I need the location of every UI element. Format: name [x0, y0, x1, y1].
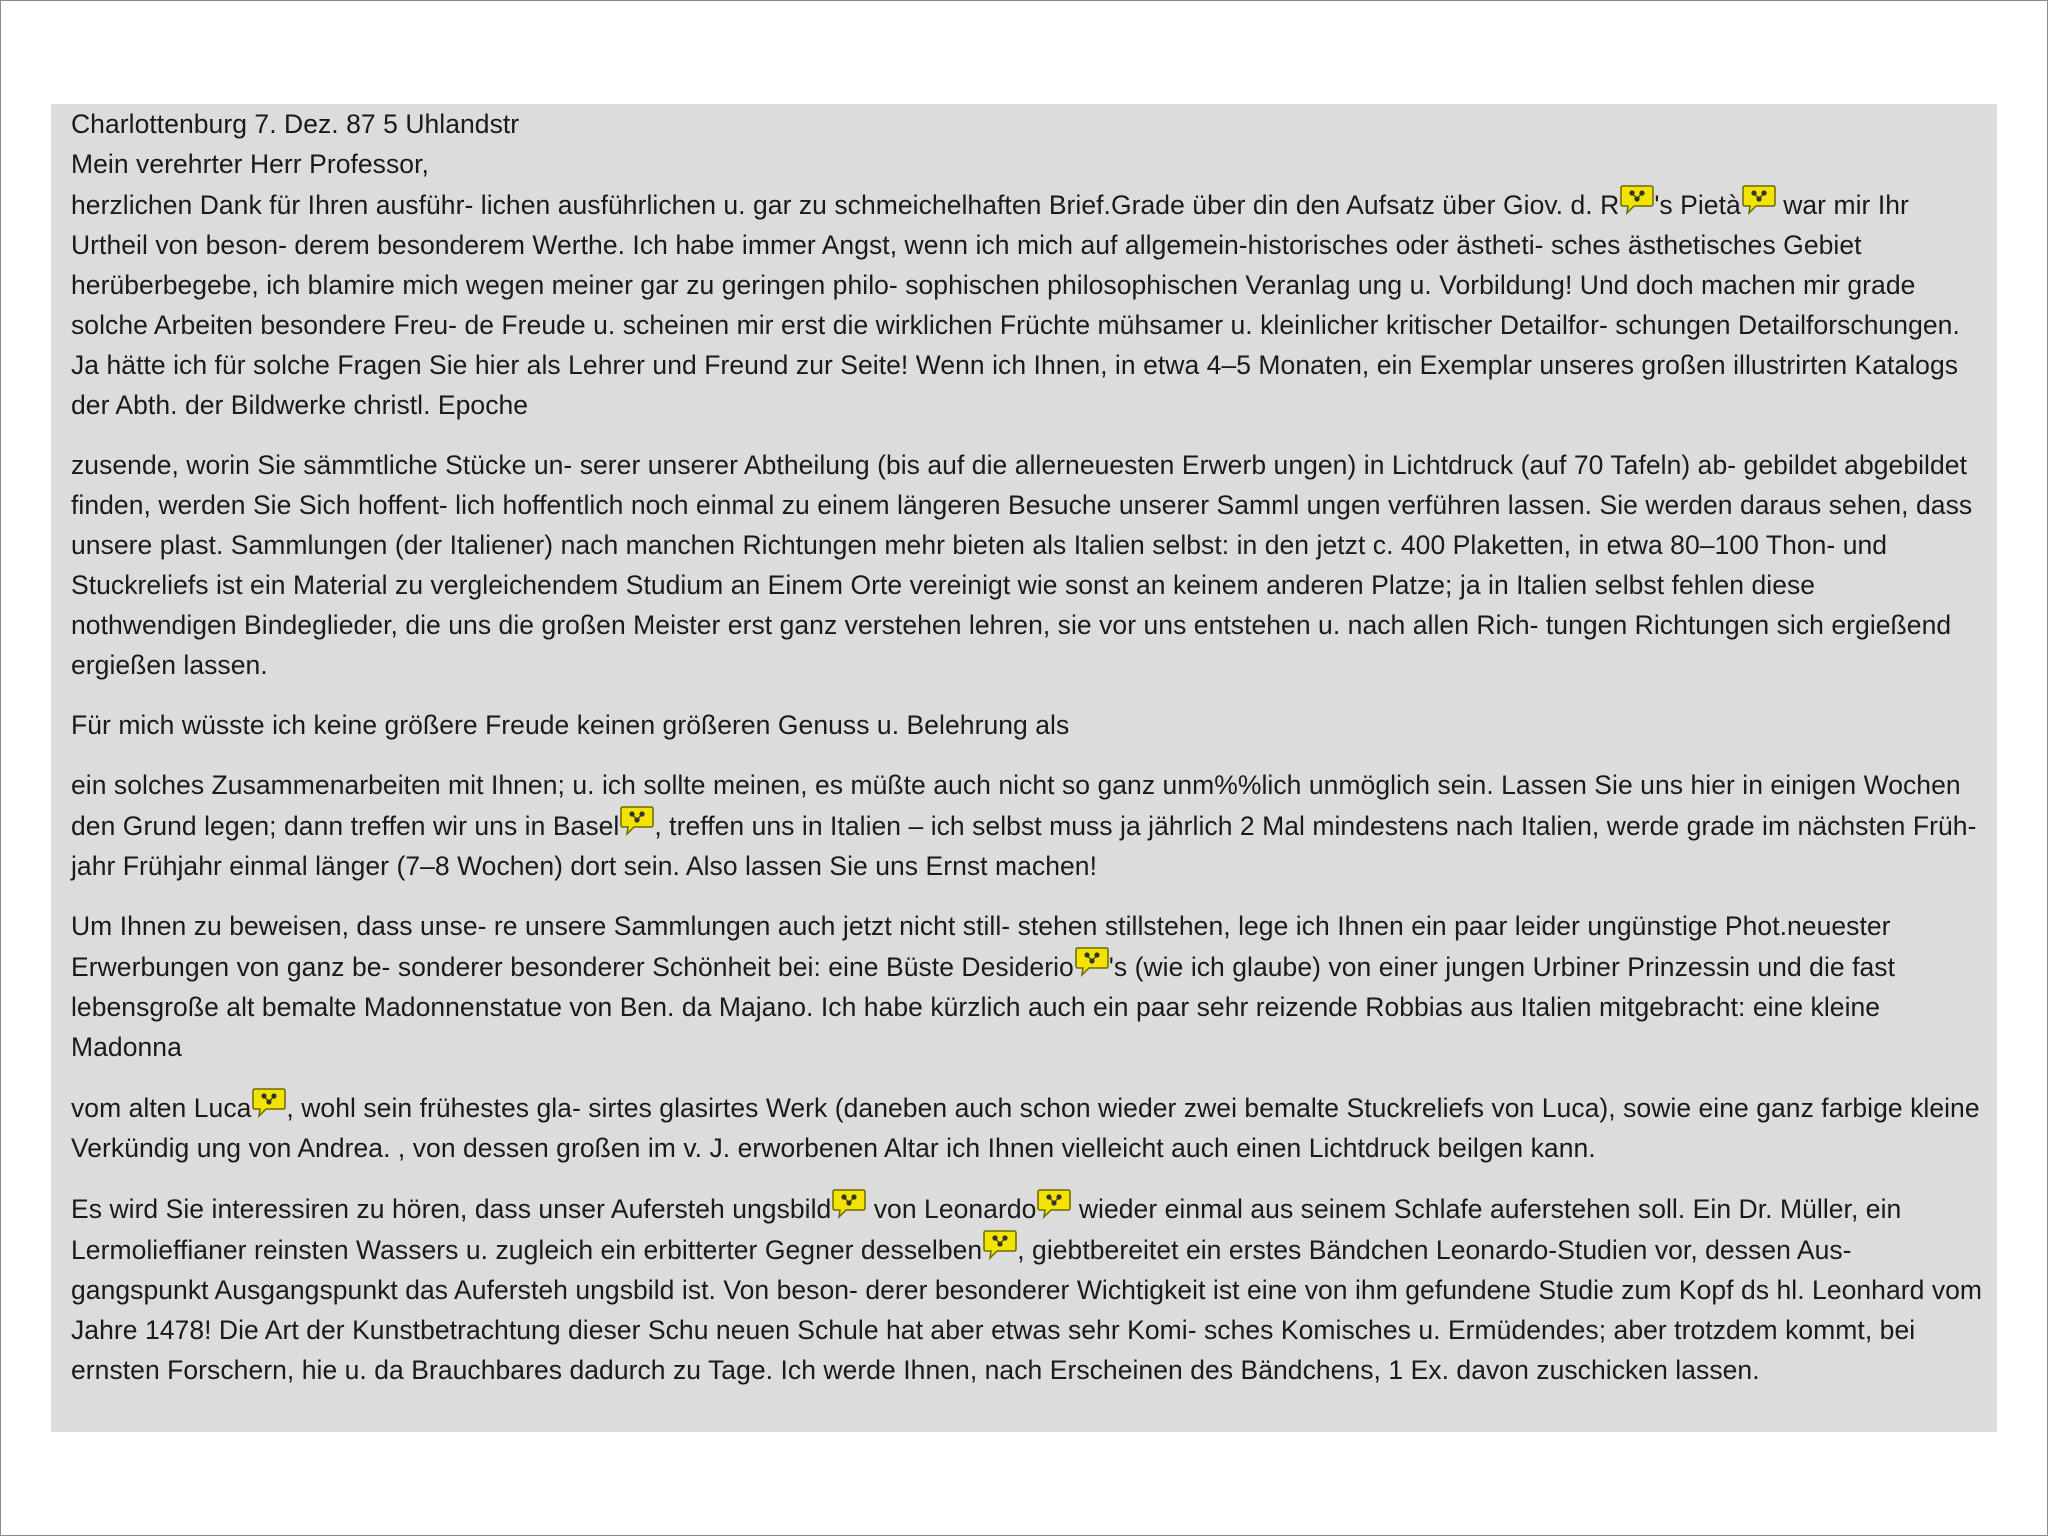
paragraph-7-text-a: Es wird Sie interessiren zu hören, dass unser Aufersteh ungsbild [71, 1194, 832, 1224]
paragraph-7 [71, 1188, 1983, 1390]
paragraph-6 [71, 1087, 1983, 1168]
annotation-note-icon[interactable] [620, 805, 654, 837]
paragraph-7-text-b: von Leonardo [866, 1194, 1037, 1224]
paragraph-1-text-c: war mir Ihr Urtheil von beson- derem besonderem Werthe. Ich habe immer Angst, wenn ich mich auf allgemein-historisches oder ästheti- sches ästhetisches Gebiet herüberbegebe, ich blamire mich wegen meiner gar zu geringen philo- sophischen philosophischen Veranlag ung u. Vorbildung! Und doch machen mir grade solche Arbeiten besondere Freu- de Freude u. scheinen mir erst die wirklichen Früchte mühsamer u. kleinlicher kritischer Detailfor- schungen Detailforschungen. Ja hätte ich für solche Fragen Sie hier als Lehrer und Freund zur Seite! Wenn ich Ihnen, in etwa 4–5 Monaten, ein Exemplar unseres großen illustrirten Katalogs der Abth. der Bildwerke christl. Epoche [71, 190, 1960, 420]
paragraph-4 [71, 765, 1983, 886]
letter-salutation: Mein verehrter Herr Professor, [71, 149, 429, 179]
letter-content [71, 104, 1983, 1390]
paragraph-5 [71, 906, 1983, 1067]
annotation-note-icon[interactable] [1075, 946, 1109, 978]
letter-panel [51, 104, 1997, 1432]
letter-header: Charlottenburg 7. Dez. 87 5 Uhlandstr [71, 109, 520, 139]
paragraph-6-text-b: , wohl sein frühestes gla- sirtes glasirtes Werk (daneben auch schon wieder zwei bemalte Stuckreliefs von Luca), sowie eine ganz farbige kleine Verkündig ung von Andrea. , von dessen großen im v. J. erworbenen Altar ich Ihnen vielleicht auch einen Lichtdruck beilgen kann. [71, 1093, 1980, 1163]
paragraph-5-text-b: 's (wie ich glaube) von einer jungen Urbiner Prinzessin und die fast lebensgroße alt bemalte Madonnenstatue von Ben. da Majano. Ich habe kürzlich auch ein paar sehr reizende Robbias aus Italien mitgebracht: eine kleine Madonna [71, 952, 1896, 1062]
paragraph-1-text-a: herzlichen Dank für Ihren ausführ- lichen ausführlichen u. gar zu schmeichelhaften Brief.Grade über din den Aufsatz über Giov. d. R [71, 190, 1620, 220]
annotation-note-icon[interactable] [1620, 184, 1654, 216]
paragraph-1-text-b: 's Pietà [1654, 190, 1741, 220]
annotation-note-icon[interactable] [983, 1229, 1017, 1261]
annotation-note-icon[interactable] [252, 1087, 286, 1119]
paragraph-1 [71, 184, 1983, 425]
paragraph-5-text-a: Um Ihnen zu beweisen, dass unse- re unsere Sammlungen auch jetzt nicht still- stehen stillstehen, lege ich Ihnen ein paar leider ungünstige Phot.neuester Erwerbungen von ganz be- sonderer besonderer Schönheit bei: eine Büste Desiderio [71, 911, 1891, 982]
paragraph-4-text-b: , treffen uns in Italien – ich selbst muss ja jährlich 2 Mal mindestens nach Italien, werde grade im nächsten Früh- jahr Frühjahr einmal länger (7–8 Wochen) dort sein. Also lassen Sie uns Ernst machen! [71, 811, 1977, 881]
annotation-note-icon[interactable] [832, 1188, 866, 1220]
paragraph-3: Für mich wüsste ich keine größere Freude keinen größeren Genuss u. Belehrung als [71, 710, 1070, 740]
annotation-note-icon[interactable] [1742, 184, 1776, 216]
annotation-note-icon[interactable] [1037, 1188, 1071, 1220]
paragraph-4-text-a: ein solches Zusammenarbeiten mit Ihnen; u. ich sollte meinen, es müßte auch nicht so ganz unm%%lich unmöglich sein. Lassen Sie uns hier in einigen Wochen den Grund legen; dann treffen wir uns in Basel [71, 770, 1961, 841]
paragraph-7-text-d: , giebtbereitet ein erstes Bändchen Leonardo-Studien vor, dessen Aus- gangspunkt Ausgangspunkt das Aufersteh ungsbild ist. Von beson- derer besonderer Wichtigkeit ist eine von ihm gefundene Studie zum Kopf ds hl. Leonhard vom Jahre 1478! Die Art der Kunstbetrachtung dieser Schu neuen Schule hat aber etwas sehr Komi- sches Komisches u. Ermüdendes; aber trotzdem kommt, bei ernsten Forschern, hie u. da Brauchbares dadurch zu Tage. Ich werde Ihnen, nach Erscheinen des Bändchens, 1 Ex. davon zuschicken lassen. [71, 1235, 1983, 1385]
paragraph-7-text-c: wieder einmal aus seinem Schlafe auferstehen soll. Ein Dr. Müller, ein Lermolieffianer reinsten Wassers u. zugleich ein erbitterter Gegner desselben [71, 1194, 1902, 1265]
paragraph-2: zusende, worin Sie sämmtliche Stücke un- serer unserer Abtheilung (bis auf die allerneuesten Erwerb ungen) in Lichtdruck (auf 70 Tafeln) ab- gebildet abgebildet finden, werden Sie Sich hoffent- lich hoffentlich noch einmal zu einem längeren Besuche unserer Samml ungen verführen lassen. Sie werden daraus sehen, dass unsere plast. Sammlungen (der Italiener) nach manchen Richtungen mehr bieten als Italien selbst: in den jetzt c. 400 Plaketten, in etwa 80–100 Thon- und Stuckreliefs ist ein Material zu vergleichendem Studium an Einem Orte vereinigt wie sonst an keinem anderen Platze; ja in Italien selbst fehlen diese nothwendigen Bindeglieder, die uns die großen Meister erst ganz verstehen lehren, sie vor uns entstehen u. nach allen Rich- tungen Richtungen sich ergießend ergießen lassen. [71, 450, 1973, 680]
paragraph-6-text-a: vom alten Luca [71, 1093, 252, 1123]
